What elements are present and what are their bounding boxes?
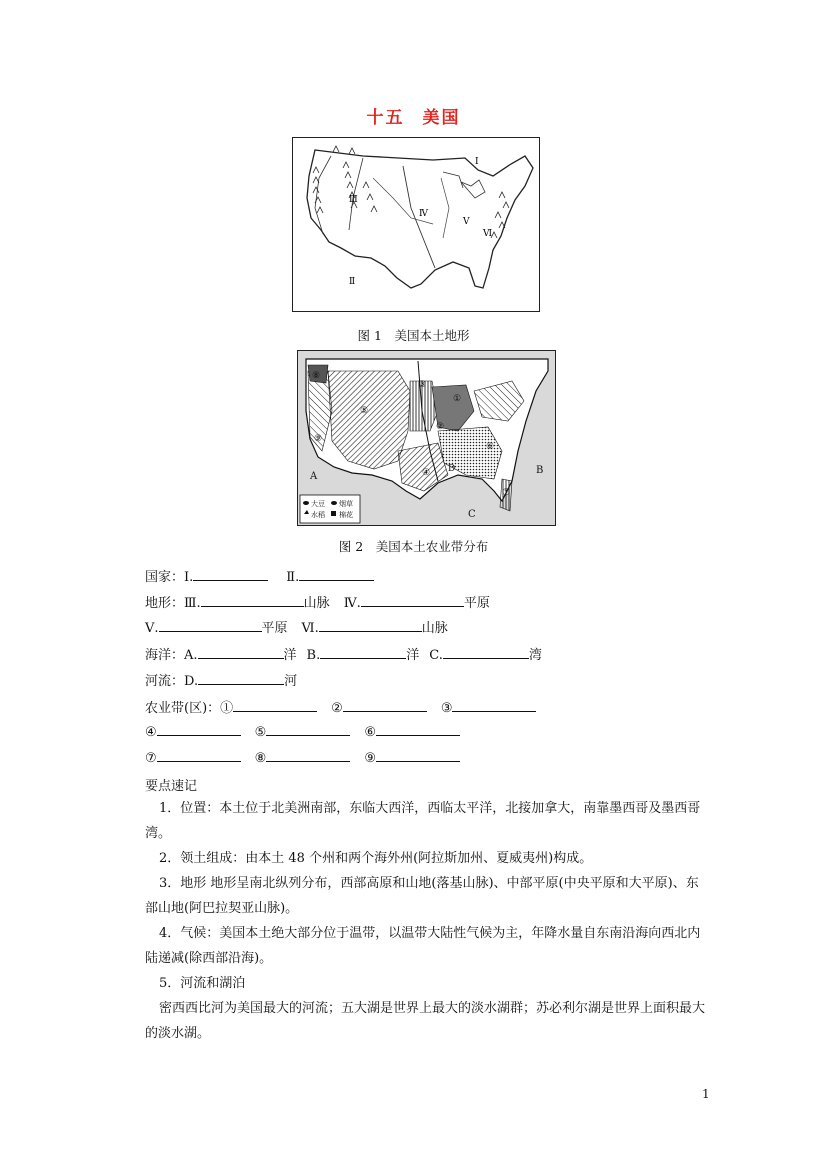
label-I: Ⅰ	[475, 157, 479, 167]
q-terrain-1: 地形：Ⅲ. 山脉 Ⅳ. 平原	[145, 596, 490, 611]
blank-country-2[interactable]	[299, 568, 374, 581]
q-agri-1: 农业带(区)：① ② ③	[145, 697, 536, 716]
us-terrain-map-svg	[293, 138, 539, 311]
title-number: 十五	[366, 108, 405, 128]
notes-heading: 要点速记	[145, 779, 198, 794]
blank-country-1[interactable]	[193, 568, 268, 581]
us-agriculture-map-svg	[298, 351, 555, 525]
terrain-map	[292, 137, 540, 312]
soybean-icon	[303, 501, 309, 505]
zone-2: ②	[436, 422, 445, 432]
blank-ocean-b[interactable]	[320, 646, 406, 659]
zone-3: ③	[418, 380, 427, 390]
zone-7: ⑦	[502, 488, 511, 498]
blank-agri-7[interactable]	[157, 749, 241, 762]
q-terrain-2: Ⅴ. 平原 Ⅵ. 山脉	[145, 621, 448, 636]
tobacco-icon	[331, 501, 337, 505]
blank-terrain-iii[interactable]	[201, 594, 304, 607]
q-ocean: 海洋：A. 洋 B. 洋 C. 湾	[145, 648, 542, 663]
note-6: 密西西比河为美国最大的河流；五大湖是世界上最大的淡水湖群；苏必利尔湖是世界上面积最大的淡水湖。	[145, 1001, 706, 1041]
zone-4: ④	[422, 468, 431, 478]
label-IV: Ⅳ	[419, 209, 428, 219]
blank-agri-9[interactable]	[376, 749, 460, 762]
blank-agri-4[interactable]	[157, 723, 241, 736]
title-text: 美国	[422, 108, 461, 128]
zone-8: ⑧	[312, 371, 321, 381]
ocean-C: C	[468, 509, 476, 520]
legend-rice: 水稻	[311, 511, 325, 519]
zone-5: ⑤	[360, 406, 369, 416]
zone-1: ①	[453, 394, 462, 404]
blank-terrain-v[interactable]	[159, 619, 262, 632]
label-III: Ⅲ	[349, 195, 358, 205]
note-1: 1．位置：本土位于北美洲南部，东临大西洋，西临太平洋，北接加拿大，南靠墨西哥及墨西哥湾。	[145, 801, 701, 841]
blank-ocean-a[interactable]	[198, 646, 284, 659]
agriculture-map	[297, 350, 556, 526]
zone-6: ⑥	[486, 442, 495, 452]
river-D: D	[448, 464, 456, 474]
page-number: 1	[702, 1087, 710, 1101]
notes-body	[145, 796, 705, 1046]
zone-9: ⑨	[314, 434, 323, 444]
blank-agri-2[interactable]	[343, 699, 427, 712]
blank-river-d[interactable]	[198, 672, 284, 685]
note-4: 4．气候：美国本土绝大部分位于温带，以温带大陆性气候为主，年降水量自东南沿海向西北内陆递减(除西部沿海)。	[145, 926, 701, 966]
legend-soybean: 大豆	[311, 500, 325, 508]
label-VI: Ⅵ	[483, 229, 493, 239]
legend-cotton: 棉花	[339, 511, 353, 519]
note-3: 3．地形 地形呈南北纵列分布，西部高原和山地(落基山脉)、中部平原(中央平原和大平原)、东部山地(阿巴拉契亚山脉)。	[145, 876, 699, 916]
label-V: Ⅴ	[463, 217, 470, 227]
q-agri-2: ④ ⑤ ⑥	[145, 723, 460, 740]
figure2-caption: 图 2 美国本土农业带分布	[338, 539, 489, 554]
ocean-A: A	[310, 471, 318, 482]
blank-agri-6[interactable]	[376, 723, 460, 736]
ocean-B: B	[536, 465, 544, 476]
legend-tobacco: 烟草	[339, 500, 353, 508]
blank-terrain-iv[interactable]	[361, 594, 464, 607]
note-5: 5．河流和湖泊	[159, 976, 246, 991]
q-river: 河流：D. 河	[145, 674, 298, 689]
blank-agri-8[interactable]	[266, 749, 350, 762]
q-country: 国家：Ⅰ. Ⅱ.	[145, 566, 374, 585]
page-title	[0, 103, 827, 128]
blank-ocean-c[interactable]	[443, 646, 529, 659]
label-II: Ⅱ	[349, 277, 356, 287]
blank-terrain-vi[interactable]	[319, 619, 422, 632]
cotton-icon	[331, 511, 336, 516]
figure1-caption: 图 1 美国本土地形	[357, 328, 470, 343]
blank-agri-1[interactable]	[233, 699, 317, 712]
q-agri-3: ⑦ ⑧ ⑨	[145, 749, 460, 766]
blank-agri-5[interactable]	[266, 723, 350, 736]
note-2: 2．领土组成：由本土 48 个州和两个海外州(阿拉斯加州、夏威夷州)构成。	[159, 851, 593, 866]
blank-agri-3[interactable]	[452, 699, 536, 712]
